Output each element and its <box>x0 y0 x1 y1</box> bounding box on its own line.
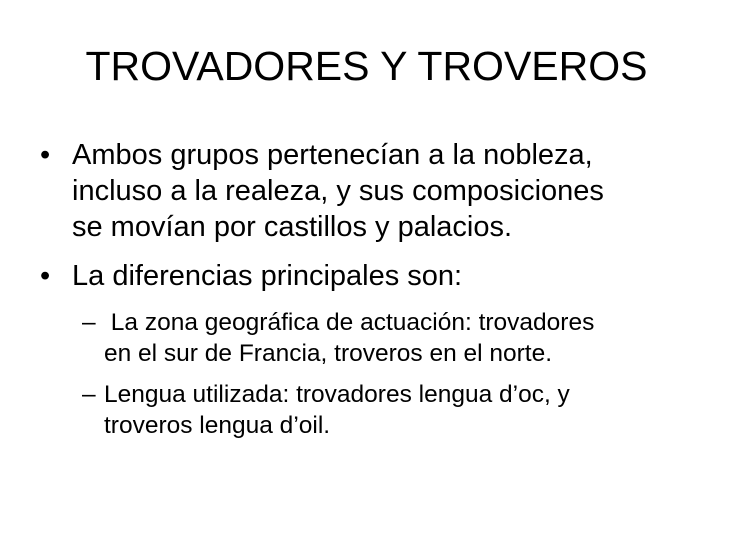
sub-bullet-line: en el sur de Francia, troveros en el norte. <box>104 340 553 367</box>
sub-bullet-marker: – <box>82 309 96 336</box>
bullet-line: Ambos grupos pertenecían a la nobleza, <box>72 139 593 171</box>
sub-bullet-text <box>104 379 570 441</box>
sub-bullet-line: troveros lengua d’oil. <box>104 412 331 439</box>
bullet-marker: • <box>40 139 51 171</box>
sub-bullet-line: La zona geográfica de actuación: trovadores <box>104 309 595 336</box>
bullet-text <box>72 137 604 245</box>
bullet-line: se movían por castillos y palacios. <box>72 211 513 243</box>
bullet-line: incluso a la realeza, y sus composiciones <box>72 175 604 207</box>
sub-bullet-text <box>104 307 594 369</box>
bullet-marker: • <box>40 260 51 292</box>
sub-bullet-marker: – <box>82 381 96 408</box>
bullet-line: La diferencias principales son: <box>72 260 463 292</box>
bullet-text <box>72 258 462 294</box>
sub-bullet-line: Lengua utilizada: trovadores lengua d’oc, y <box>104 381 570 408</box>
slide-title: TROVADORES Y TROVEROS <box>85 43 648 89</box>
